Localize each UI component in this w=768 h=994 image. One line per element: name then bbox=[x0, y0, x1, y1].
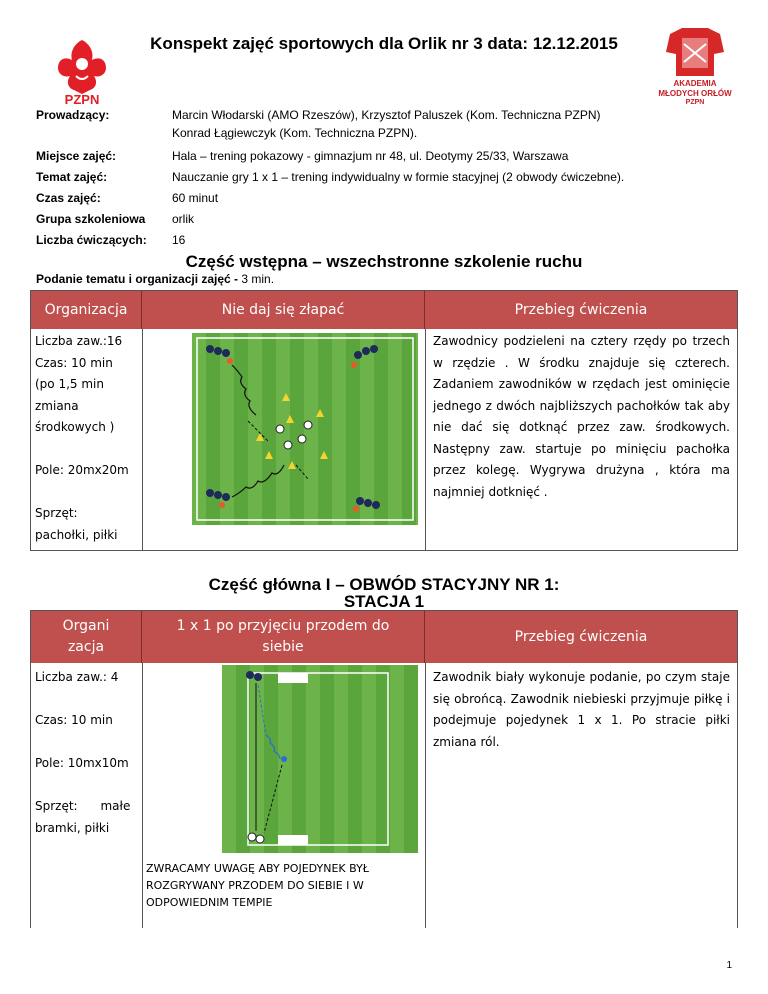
section2-org-line bbox=[35, 689, 140, 711]
section1-org-line: pachołki, piłki bbox=[35, 527, 118, 542]
section1-field-diagram bbox=[192, 333, 418, 525]
info-label-topic: Temat zajęć: bbox=[36, 170, 108, 184]
section1-org-line bbox=[35, 439, 140, 461]
section1-org-line: Sprzęt: bbox=[35, 506, 78, 520]
section1-org-line bbox=[35, 482, 140, 504]
section2-field-diagram bbox=[222, 665, 418, 853]
amo-logo-line-2: MŁODYCH ORŁÓW bbox=[658, 89, 732, 98]
info-label-leader: Prowadzący: bbox=[36, 108, 110, 122]
section1-org-text bbox=[35, 331, 140, 546]
amo-logo-line-3: PZPN bbox=[685, 99, 705, 106]
pzpn-logo-text: PZPN bbox=[64, 92, 100, 107]
section1-org-line: zmiana bbox=[35, 398, 79, 413]
section2-heading-line-1: Część główna I – OBWÓD STACYJNY NR 1: bbox=[208, 575, 560, 594]
section1-divider-1 bbox=[142, 329, 143, 550]
section1-subheading-time: 3 min. bbox=[241, 272, 275, 286]
info-value-leader-cont: Konrad Łągiewczyk (Kom. Techniczna PZPN). bbox=[172, 126, 418, 140]
section2-divider-1 bbox=[142, 663, 143, 928]
small-goal-icon bbox=[278, 835, 308, 845]
info-label-count: Liczba ćwiczących: bbox=[36, 233, 147, 247]
info-label-group: Grupa szkoleniowa bbox=[36, 212, 146, 226]
info-value-duration: 60 minut bbox=[172, 191, 219, 205]
amo-logo bbox=[658, 24, 732, 112]
amo-logo-line-1: AKADEMIA bbox=[673, 79, 717, 88]
section2-org-line bbox=[35, 732, 140, 754]
section1-org-line: środkowych ) bbox=[35, 420, 115, 434]
section1-description: Zawodnicy podzieleni na cztery rzędy po trzech w rzędzie . W środku znajduje się czterech. Zadaniem zawodników w rzędach jest ominięcie jednego z dwóch najbliższych pachołków tak aby nie dać się dotknąć przez zaw. środkowych. Następny zaw. startuje po minięciu pachołka przez kolegę. Wygrywa drużyna , która ma najmniej dotknięć . bbox=[433, 334, 730, 499]
section1-org-line: (po 1,5 min bbox=[35, 377, 104, 391]
section1-org-line: Pole: 20mx20m bbox=[35, 463, 129, 477]
section1-header-exercise-name: Nie daj się złapać bbox=[142, 291, 425, 329]
info-value-leader: Marcin Włodarski (AMO Rzeszów), Krzysztof Paluszek (Kom. Techniczna PZPN) bbox=[172, 108, 601, 122]
section2-org-line bbox=[35, 775, 140, 797]
section1-divider-2 bbox=[425, 329, 426, 550]
section2-heading-line-2: STACJA 1 bbox=[343, 592, 425, 611]
section2-org-line: Liczba zaw.: 4 bbox=[35, 670, 119, 684]
section1-subheading bbox=[36, 272, 274, 286]
info-value-place: Hala – trening pokazowy - gimnazjum nr 48, ul. Deotymy 25/33, Warszawa bbox=[172, 149, 569, 163]
section2-header-course: Przebieg ćwiczenia bbox=[425, 611, 737, 663]
small-goal-icon bbox=[278, 673, 308, 683]
section2-org-line: Czas: 10 min bbox=[35, 713, 113, 727]
section2-divider-2 bbox=[425, 663, 426, 928]
page-title: Konspekt zajęć sportowych dla Orlik nr 3 data: 12.12.2015 bbox=[150, 34, 618, 53]
section2-org-text bbox=[35, 667, 140, 839]
section2-note: ZWRACAMY UWAGĘ ABY POJEDYNEK BYŁ ROZGRYWANY PRZODEM DO SIEBIE I W ODPOWIEDNIM TEMPIE bbox=[146, 862, 369, 909]
section2-org-line: Sprzęt: małe bbox=[35, 799, 131, 813]
page-number: 1 bbox=[726, 960, 732, 971]
section1-org-line: Liczba zaw.:16 bbox=[35, 334, 123, 348]
section1-header-organization: Organizacja bbox=[31, 291, 142, 329]
section1-heading: Część wstępna – wszechstronne szkolenie ruchu bbox=[185, 252, 583, 271]
section2-header-organization: Organi zacja bbox=[31, 611, 142, 663]
section2-header-exercise-name: 1 x 1 po przyjęciu przodem do siebie bbox=[142, 611, 425, 663]
info-value-topic: Nauczanie gry 1 x 1 – trening indywidualny w formie stacyjnej (2 obwody ćwiczebne). bbox=[172, 170, 625, 184]
info-label-duration: Czas zajęć: bbox=[36, 191, 101, 205]
info-label-place: Miejsce zajęć: bbox=[36, 149, 117, 163]
section1-header-course: Przebieg ćwiczenia bbox=[425, 291, 737, 329]
section1-subheading-bold: Podanie tematu i organizacji zajęć - bbox=[36, 272, 242, 286]
info-value-count: 16 bbox=[172, 233, 186, 247]
section2-org-line: bramki, piłki bbox=[35, 820, 110, 835]
section2-org-line: Pole: 10mx10m bbox=[35, 756, 129, 770]
section1-org-line: Czas: 10 min bbox=[35, 355, 113, 370]
jersey-badge-icon bbox=[662, 24, 728, 80]
info-value-group: orlik bbox=[172, 212, 195, 226]
section2-description: Zawodnik biały wykonuje podanie, po czym staje się obrońcą. Zawodnik niebieski przyjmuje piłkę i podejmuje pojedynek 1 x 1. Po stracie piłki zmiana ról. bbox=[433, 670, 730, 749]
